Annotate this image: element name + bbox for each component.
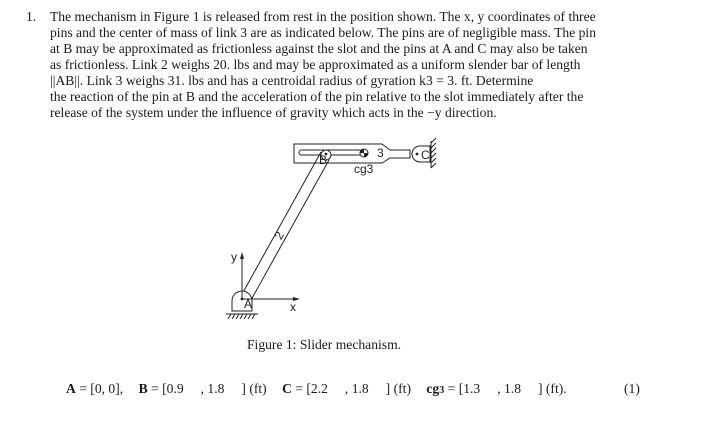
coordinates-equation — [66, 381, 640, 397]
label-y-axis: y — [231, 250, 237, 264]
label-link-3: 3 — [377, 146, 384, 160]
coord-c: C = [2.2 , 1.8 ] (ft) — [282, 381, 411, 396]
cg3-marker — [360, 149, 368, 157]
figure-caption: Figure 1: Slider mechanism. — [247, 337, 402, 352]
problem-line-5: ||AB||. Link 3 weighs 31. lbs and has a centroidal radius of gyration k3 = 3. ft. Determine — [50, 73, 534, 88]
coord-b: B = [0.9 , 1.8 ] (ft) — [138, 381, 267, 396]
problem-line-2: pins and the center of mass of link 3 are as indicated below. The pins are of negligible mass. The pin — [50, 25, 596, 40]
problem-line-3: at B may be approximated as frictionless against the slot and the pins at A and C may also be taken — [50, 41, 588, 56]
label-cg3: cg3 — [354, 162, 374, 176]
link-2 — [241, 152, 329, 300]
label-a: A — [244, 297, 253, 311]
problem-line-1: The mechanism in Figure 1 is released from rest in the position shown. The x, y coordinates of three — [50, 9, 596, 24]
label-b: B — [319, 153, 328, 167]
coord-a: A = [0, 0], — [66, 381, 124, 396]
coord-cg3: cg3 = [1.3 , 1.8 ] (ft). — [426, 381, 567, 396]
problem-number: 1. — [26, 9, 37, 24]
problem-line-4: as frictionless. Link 2 weighs 20. lbs and may be approximated as a uniform slender bar of length — [50, 57, 581, 72]
label-c: C — [421, 148, 430, 162]
problem-line-7: release of the system under the influence of gravity which acts in the −y direction. — [50, 105, 497, 120]
label-x-axis: x — [290, 300, 296, 314]
label-link-2: 2 — [271, 229, 287, 242]
problem-line-6: the reaction of the pin at B and the acceleration of the pin relative to the slot immediately after the — [50, 89, 584, 104]
equation-number: (1) — [624, 381, 640, 396]
link-3 — [294, 144, 410, 163]
